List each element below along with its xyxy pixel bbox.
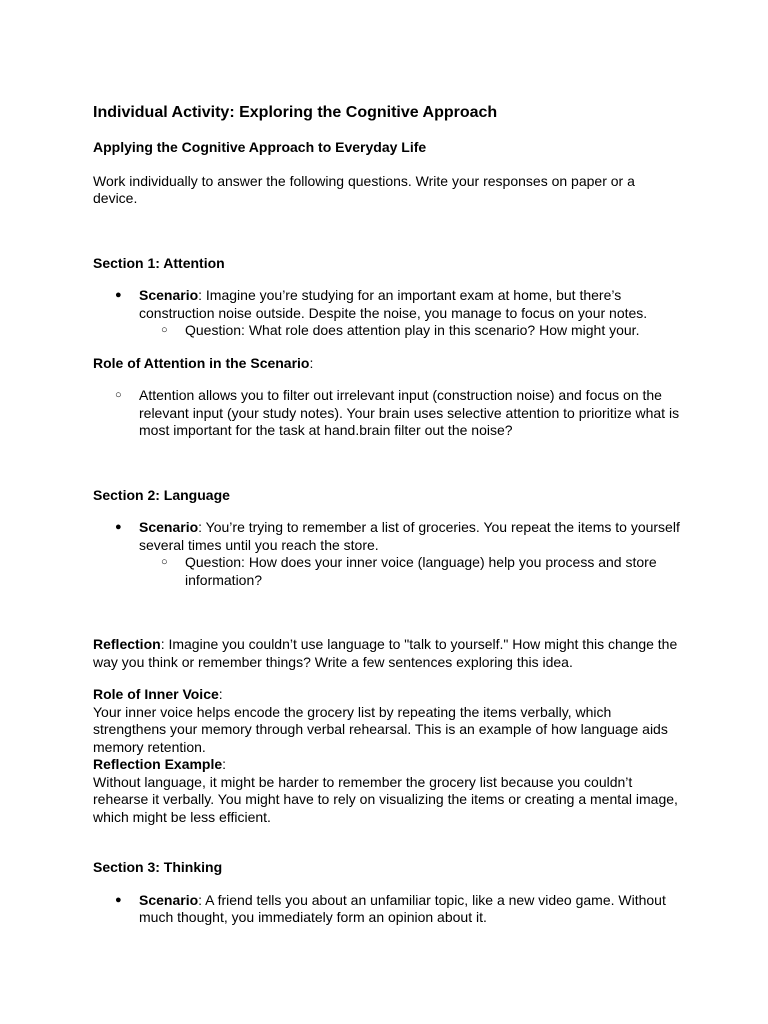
section-2-scenario	[93, 519, 683, 589]
scenario-label: Scenario	[139, 287, 199, 303]
section-2-heading: Section 2: Language	[93, 486, 230, 503]
section-2-list	[93, 519, 683, 589]
section-2-question: ○ Question: How does your inner voice (language) help you process and store information?	[139, 554, 683, 589]
inner-voice-heading	[93, 686, 683, 704]
section-1-list	[93, 287, 683, 340]
section-2-question-list	[139, 554, 683, 589]
colon: :	[218, 686, 223, 702]
section-1-scenario	[93, 287, 683, 340]
role-of-attention-label: Role of Attention in the Scenario	[93, 354, 310, 371]
section-1-question: ○ Question: What role does attention play in this scenario? How might your.	[139, 322, 683, 340]
scenario-label: Scenario	[139, 519, 199, 535]
colon: :	[222, 756, 227, 772]
attention-answer: ○ Attention allows you to filter out irrelevant input (construction noise) and focus on the relevant input (your study notes). Your brain uses selective attention to prioritize what is most important for the task at hand.brain filter out the noise?	[93, 387, 683, 440]
role-of-attention-line	[93, 355, 683, 373]
reflection-text: : Imagine you couldn’t use language to "talk to yourself." How might this change the way you think or remember things? Write a few sentences exploring this idea.	[93, 636, 678, 670]
scenario-text: : A friend tells you about an unfamiliar topic, like a new video game. Without much thought, you immediately form an opinion about it.	[139, 891, 666, 925]
doc-subtitle: Applying the Cognitive Approach to Everyday Life	[93, 139, 427, 155]
reflection-label: Reflection	[93, 636, 161, 652]
reflection-example-heading	[93, 756, 683, 774]
intro-paragraph: Work individually to answer the following questions. Write your responses on paper or a device.	[93, 172, 635, 206]
section-3-heading: Section 3: Thinking	[93, 859, 223, 875]
section-3-scenario	[93, 892, 683, 927]
section-1-heading: Section 1: Attention	[93, 254, 225, 271]
attention-answer-list	[93, 387, 683, 440]
reflection-example-label: Reflection Example	[93, 756, 223, 772]
reflection-example-text: Without language, it might be harder to remember the grocery list because you couldn’t rehearse it verbally. You might have to rely on visualizing the items or creating a mental image, which might be less efficient.	[93, 773, 678, 825]
scenario-text: : You’re trying to remember a list of groceries. You repeat the items to yourself several times until you reach the store.	[139, 519, 680, 553]
doc-title: Individual Activity: Exploring the Cognitive Approach	[93, 104, 498, 121]
section-3-list	[93, 892, 683, 927]
colon: :	[309, 354, 314, 371]
reflection-paragraph	[93, 636, 683, 671]
scenario-text: : Imagine you’re studying for an important exam at home, but there’s construction noise outside. Despite the noise, you manage to focus on your notes.	[139, 287, 648, 321]
document-page	[93, 103, 683, 927]
inner-voice-text: Your inner voice helps encode the grocery list by repeating the items verbally, which strengthens your memory through verbal rehearsal. This is an example of how language aids memory retention.	[93, 703, 668, 755]
section-1-question-list	[139, 322, 683, 340]
inner-voice-label: Role of Inner Voice	[93, 686, 219, 702]
scenario-label: Scenario	[139, 891, 199, 908]
